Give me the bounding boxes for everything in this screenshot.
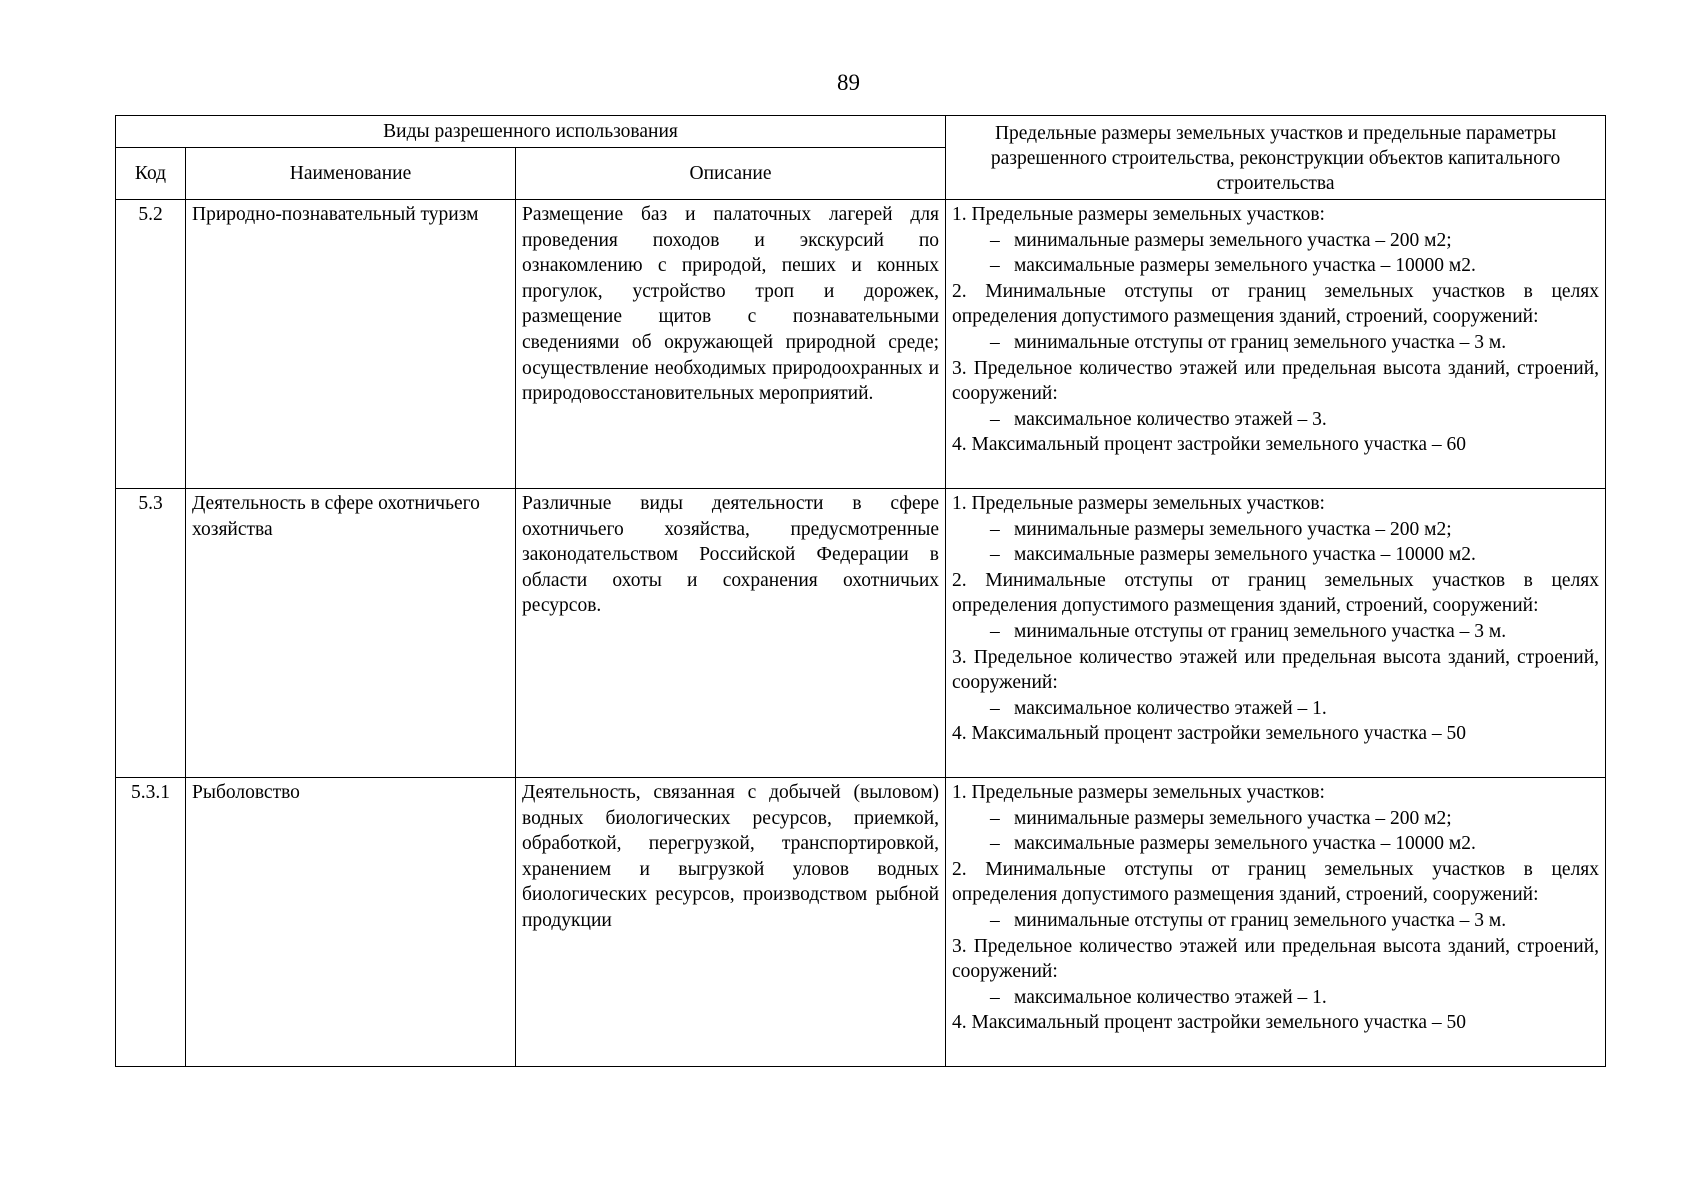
param-bullet xyxy=(952,407,1599,433)
param-item-2: 2. Минимальные отступы от границ земельных участков в целях определения допустимого размещения зданий, строений, сооружений: xyxy=(952,569,1600,617)
param-item-4: 4. Максимальный процент застройки земельного участка – 50 xyxy=(952,1012,1466,1034)
param-item-4: 4. Максимальный процент застройки земельного участка – 60 xyxy=(952,434,1466,456)
dash-bullet-icon xyxy=(990,831,1008,857)
param-bullet xyxy=(952,985,1599,1011)
table-row xyxy=(116,778,1606,1067)
header-code: Код xyxy=(116,148,186,200)
param-item-2: 2. Минимальные отступы от границ земельных участков в целях определения допустимого размещения зданий, строений, сооружений: xyxy=(952,280,1600,328)
header-name: Наименование xyxy=(186,148,516,200)
param-bullet-text: минимальные размеры земельного участка – 200 м2; xyxy=(1014,807,1452,829)
cell-name: Природно-познавательный туризм xyxy=(186,200,516,489)
param-bullet-text: максимальное количество этажей – 3. xyxy=(1014,408,1327,430)
param-bullet xyxy=(952,619,1599,645)
param-bullet xyxy=(952,253,1599,279)
dash-bullet-icon xyxy=(990,985,1008,1011)
dash-bullet-icon xyxy=(990,908,1008,934)
dash-bullet-icon xyxy=(990,542,1008,568)
param-item-3: 3. Предельное количество этажей или предельная высота зданий, строений, сооружений: xyxy=(952,646,1600,694)
param-bullet xyxy=(952,517,1599,543)
table-row xyxy=(116,200,1606,489)
param-bullet-text: максимальное количество этажей – 1. xyxy=(1014,697,1327,719)
param-item-1: 1. Предельные размеры земельных участков: xyxy=(952,493,1325,514)
dash-bullet-icon xyxy=(990,253,1008,279)
param-bullet-text: максимальное количество этажей – 1. xyxy=(1014,986,1327,1008)
param-bullet-text: минимальные отступы от границ земельного участка – 3 м. xyxy=(1014,620,1507,642)
cell-parameters xyxy=(946,200,1606,489)
cell-parameters xyxy=(946,778,1606,1067)
param-bullet xyxy=(952,330,1599,356)
dash-bullet-icon xyxy=(990,806,1008,832)
param-bullet xyxy=(952,228,1599,254)
header-size-limits-parameters: Предельные размеры земельных участков и предельные параметры разрешенного строительства, реконструкции объектов капитального строительства xyxy=(946,116,1606,200)
param-bullet-text: минимальные размеры земельного участка – 200 м2; xyxy=(1014,518,1452,540)
land-use-table xyxy=(115,115,1606,1067)
param-bullet xyxy=(952,696,1599,722)
param-bullet-text: максимальные размеры земельного участка – 10000 м2. xyxy=(1014,255,1476,277)
table-header-row-1 xyxy=(116,116,1606,148)
dash-bullet-icon xyxy=(990,228,1008,254)
param-item-1: 1. Предельные размеры земельных участков: xyxy=(952,782,1325,803)
cell-name: Деятельность в сфере охотничьего хозяйства xyxy=(186,489,516,778)
cell-description: Различные виды деятельности в сфере охотничьего хозяйства, предусмотренные законодательством Российской Федерации в области охоты и сохранения охотничьих ресурсов. xyxy=(516,489,946,778)
cell-code: 5.3.1 xyxy=(116,778,186,1067)
param-bullet-text: максимальные размеры земельного участка – 10000 м2. xyxy=(1014,544,1476,566)
param-item-2: 2. Минимальные отступы от границ земельных участков в целях определения допустимого размещения зданий, строений, сооружений: xyxy=(952,858,1600,906)
param-item-4: 4. Максимальный процент застройки земельного участка – 50 xyxy=(952,723,1466,745)
param-item-3: 3. Предельное количество этажей или предельная высота зданий, строений, сооружений: xyxy=(952,357,1600,405)
param-bullet-text: минимальные размеры земельного участка – 200 м2; xyxy=(1014,229,1452,251)
header-description: Описание xyxy=(516,148,946,200)
dash-bullet-icon xyxy=(990,330,1008,356)
dash-bullet-icon xyxy=(990,407,1008,433)
header-permitted-use-types: Виды разрешенного использования xyxy=(116,116,946,148)
param-item-1: 1. Предельные размеры земельных участков: xyxy=(952,204,1325,225)
param-bullet-text: максимальные размеры земельного участка – 10000 м2. xyxy=(1014,833,1476,855)
param-bullet-text: минимальные отступы от границ земельного участка – 3 м. xyxy=(1014,331,1507,353)
cell-code: 5.3 xyxy=(116,489,186,778)
param-item-3: 3. Предельное количество этажей или предельная высота зданий, строений, сооружений: xyxy=(952,935,1600,983)
param-bullet xyxy=(952,908,1599,934)
param-bullet-text: минимальные отступы от границ земельного участка – 3 м. xyxy=(1014,909,1507,931)
param-bullet xyxy=(952,831,1599,857)
cell-name: Рыболовство xyxy=(186,778,516,1067)
cell-parameters xyxy=(946,489,1606,778)
dash-bullet-icon xyxy=(990,517,1008,543)
param-bullet xyxy=(952,542,1599,568)
page-number: 89 xyxy=(837,70,860,95)
table-row xyxy=(116,489,1606,778)
dash-bullet-icon xyxy=(990,619,1008,645)
cell-description: Размещение баз и палаточных лагерей для проведения походов и экскурсий по ознакомлению с природой, пеших и конных прогулок, устройство троп и дорожек, размещение щитов с познавательными сведениями об окружающей природной среде; осуществление необходимых природоохранных и природовосстановительных мероприятий. xyxy=(516,200,946,489)
cell-code: 5.2 xyxy=(116,200,186,489)
cell-description: Деятельность, связанная с добычей (выловом) водных биологических ресурсов, приемкой, обработкой, перегрузкой, транспортировкой, хранением и выгрузкой уловов водных биологических ресурсов, производством рыбной продукции xyxy=(516,778,946,1067)
dash-bullet-icon xyxy=(990,696,1008,722)
param-bullet xyxy=(952,806,1599,832)
